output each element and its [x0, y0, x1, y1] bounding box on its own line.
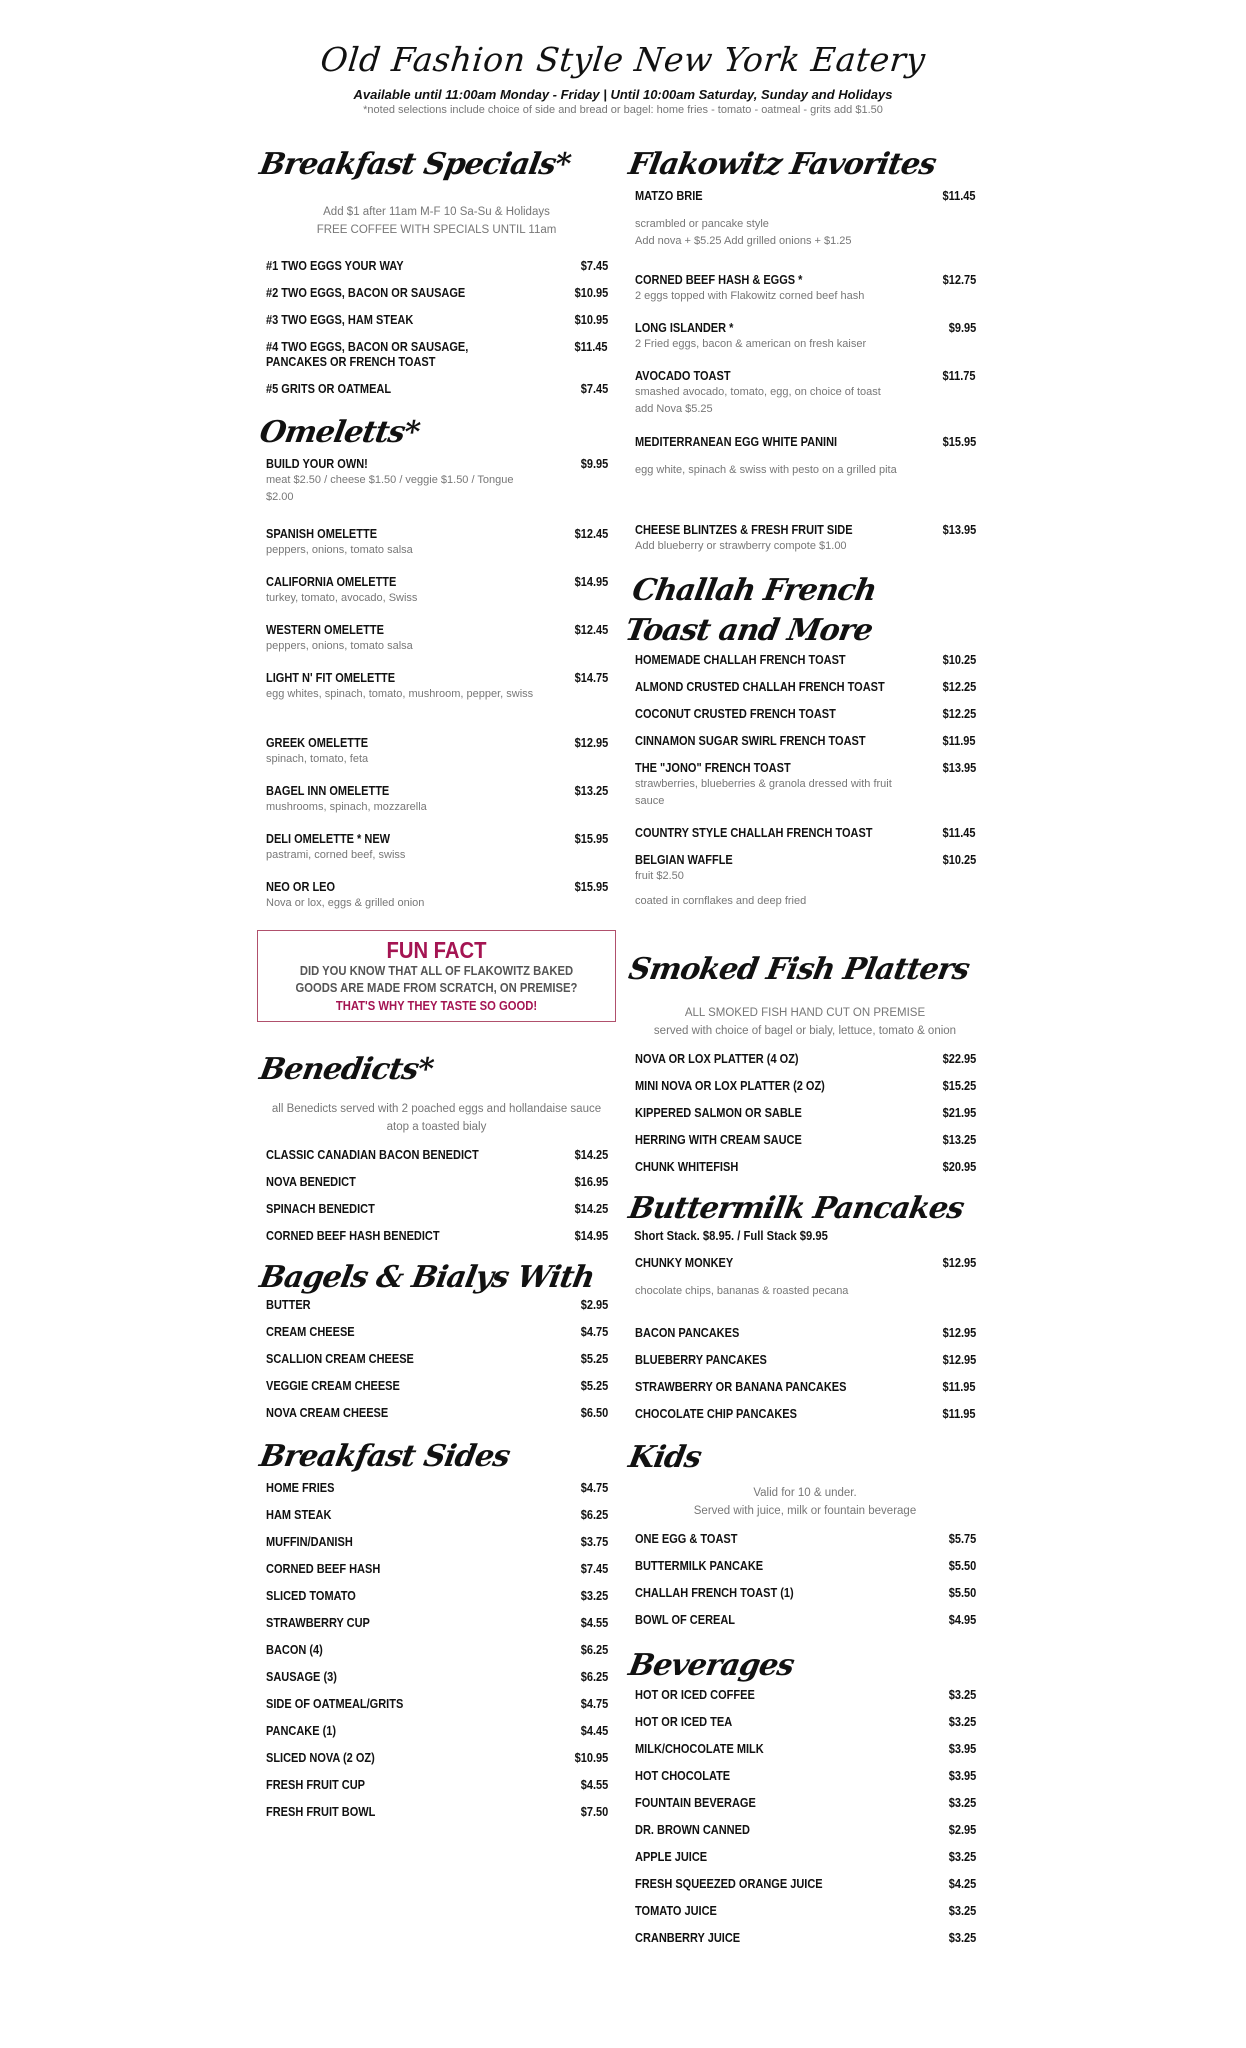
item-description: Nova or lox, eggs & grilled onion	[266, 897, 425, 909]
challah-footnote: coated in cornflakes and deep fried	[635, 895, 807, 907]
item-price: $6.25	[580, 1643, 608, 1657]
item-price: $9.95	[948, 321, 976, 335]
item-name: DELI OMELETTE * NEW	[266, 832, 391, 846]
item-name: THE "JONO" FRENCH TOAST	[635, 761, 791, 775]
item-price: $3.95	[948, 1769, 976, 1783]
item-description: meat $2.50 / cheese $1.50 / veggie $1.50 / Tongue $2.00	[266, 474, 514, 503]
section-note: Served with juice, milk or fountain beverage	[693, 1505, 917, 1517]
item-name: FOUNTAIN BEVERAGE	[635, 1796, 756, 1810]
item-price: $9.95	[580, 457, 608, 471]
item-price: $3.25	[948, 1715, 976, 1729]
section-note: Add $1 after 11am M-F 10 Sa-Su & Holidays	[323, 206, 550, 218]
item-name: APPLE JUICE	[635, 1850, 708, 1864]
menu-item[interactable]	[257, 736, 616, 784]
item-name: CHUNKY MONKEY	[635, 1256, 734, 1270]
item-price: $20.95	[942, 1160, 976, 1174]
section-title-kids: Kids	[626, 1440, 704, 1475]
menu-item[interactable]	[257, 1481, 616, 1508]
item-name: FRESH FRUIT BOWL	[266, 1805, 376, 1819]
item-price: $15.95	[574, 880, 608, 894]
item-name: LONG ISLANDER *	[635, 321, 734, 335]
menu-item[interactable]	[626, 653, 984, 680]
item-price: $3.25	[948, 1904, 976, 1918]
item-name: COUNTRY STYLE CHALLAH FRENCH TOAST	[635, 826, 873, 840]
menu-item[interactable]	[626, 1079, 984, 1106]
item-price: $3.25	[948, 1850, 976, 1864]
item-price: $13.95	[942, 761, 976, 775]
item-price: $11.45	[574, 340, 608, 354]
item-name: CINNAMON SUGAR SWIRL FRENCH TOAST	[635, 734, 866, 748]
item-price: $10.95	[574, 313, 608, 327]
item-price: $13.25	[942, 1133, 976, 1147]
menu-item[interactable]	[626, 321, 984, 369]
item-description: peppers, onions, tomato salsa	[266, 640, 413, 652]
item-price: $6.25	[580, 1508, 608, 1522]
item-price: $11.95	[942, 1407, 976, 1421]
section-title-buttermilk-pancakes: Buttermilk Pancakes	[626, 1191, 967, 1226]
item-price: $4.25	[948, 1877, 976, 1891]
menu-header	[0, 40, 1246, 116]
item-name: KIPPERED SALMON OR SABLE	[635, 1106, 802, 1120]
item-name: CHEESE BLINTZES & FRESH FRUIT SIDE	[635, 523, 853, 537]
item-price: $5.25	[580, 1379, 608, 1393]
item-name: SPANISH OMELETTE	[266, 527, 378, 541]
item-name: VEGGIE CREAM CHEESE	[266, 1379, 400, 1393]
item-name: #2 TWO EGGS, BACON OR SAUSAGE	[266, 286, 466, 300]
item-name: LIGHT N' FIT OMELETTE	[266, 671, 396, 685]
item-price: $15.95	[574, 832, 608, 846]
menu-item[interactable]	[257, 1406, 616, 1433]
item-price: $14.25	[574, 1148, 608, 1162]
item-price: $3.25	[948, 1796, 976, 1810]
menu-item[interactable]	[257, 286, 616, 313]
item-price: $12.45	[574, 527, 608, 541]
item-price: $7.45	[580, 259, 608, 273]
item-name: SIDE OF OATMEAL/GRITS	[266, 1697, 404, 1711]
item-description: smashed avocado, tomato, egg, on choice of toast	[635, 386, 881, 398]
item-name: NOVA BENEDICT	[266, 1175, 356, 1189]
item-description: mushrooms, spinach, mozzarella	[266, 801, 427, 813]
item-price: $16.95	[574, 1175, 608, 1189]
item-description: egg white, spinach & swiss with pesto on a grilled pita	[635, 464, 897, 476]
restaurant-title: Old Fashion Style New York Eatery	[318, 40, 928, 79]
menu-item[interactable]	[626, 1586, 984, 1613]
menu-item[interactable]	[626, 1052, 984, 1079]
menu-item[interactable]	[257, 1724, 616, 1751]
item-name: BAGEL INN OMELETTE	[266, 784, 390, 798]
item-price: $3.95	[948, 1742, 976, 1756]
menu-item[interactable]	[257, 382, 616, 409]
menu-item[interactable]	[257, 1175, 616, 1202]
menu-item[interactable]	[257, 832, 616, 880]
menu-item[interactable]	[257, 1325, 616, 1352]
menu-item[interactable]	[626, 707, 984, 734]
menu-item[interactable]	[257, 575, 616, 623]
item-price: $4.75	[580, 1325, 608, 1339]
menu-item[interactable]	[257, 1148, 616, 1175]
item-price: $12.95	[942, 1326, 976, 1340]
menu-item[interactable]	[257, 1616, 616, 1643]
item-description: spinach, tomato, feta	[266, 753, 369, 765]
section-note: FREE COFFEE WITH SPECIALS UNTIL 11am	[316, 224, 557, 236]
item-name: CHOCOLATE CHIP PANCAKES	[635, 1407, 797, 1421]
item-name: COCONUT CRUSTED FRENCH TOAST	[635, 707, 836, 721]
item-description: turkey, tomato, avocado, Swiss	[266, 592, 418, 604]
item-description: strawberries, blueberries & granola dressed with fruit sauce	[635, 778, 892, 807]
menu-item[interactable]	[626, 1133, 984, 1160]
item-price: $5.25	[580, 1352, 608, 1366]
item-name: HOT CHOCOLATE	[635, 1769, 731, 1783]
selections-note: *noted selections include choice of side and bread or bagel: home fries - tomato - oatmeal - grits add $1.50	[363, 104, 883, 116]
section-note: Valid for 10 & under.	[753, 1487, 857, 1499]
section-title-bagels: Bagels & Bialys With	[257, 1260, 597, 1295]
item-price: $4.55	[580, 1616, 608, 1630]
item-price: $4.75	[580, 1697, 608, 1711]
menu-item[interactable]	[626, 1742, 984, 1769]
menu-item[interactable]	[257, 1379, 616, 1406]
item-price: $11.45	[942, 826, 976, 840]
menu-item[interactable]	[257, 880, 616, 930]
menu-item[interactable]	[626, 523, 984, 569]
menu-item[interactable]	[626, 1532, 984, 1559]
item-name: MATZO BRIE	[635, 189, 703, 203]
item-name: BLUEBERRY PANCAKES	[635, 1353, 767, 1367]
menu-item[interactable]	[257, 784, 616, 832]
menu-item[interactable]	[626, 680, 984, 707]
item-name: MUFFIN/DANISH	[266, 1535, 353, 1549]
item-name: CHUNK WHITEFISH	[635, 1160, 739, 1174]
menu-item[interactable]	[257, 1751, 616, 1778]
section-note: atop a toasted bialy	[386, 1121, 487, 1133]
item-description: egg whites, spinach, tomato, mushroom, pepper, swiss	[266, 688, 534, 700]
item-description: 2 Fried eggs, bacon & american on fresh kaiser	[635, 338, 867, 350]
item-name: STRAWBERRY CUP	[266, 1616, 370, 1630]
item-description: fruit $2.50	[635, 870, 684, 882]
item-price: $11.95	[942, 1380, 976, 1394]
item-price: $14.25	[574, 1202, 608, 1216]
item-price: $6.25	[580, 1670, 608, 1684]
menu-item[interactable]	[257, 1670, 616, 1697]
menu-item[interactable]	[626, 1106, 984, 1133]
item-price: $11.75	[942, 369, 976, 383]
menu-item[interactable]	[626, 369, 984, 435]
item-description: Add nova + $5.25 Add grilled onions + $1.25	[635, 235, 852, 247]
menu-item[interactable]	[626, 1796, 984, 1823]
section-note: all Benedicts served with 2 poached eggs and hollandaise sauce	[271, 1103, 602, 1115]
item-name: NOVA CREAM CHEESE	[266, 1406, 389, 1420]
item-price: $14.75	[574, 671, 608, 685]
item-name: CORNED BEEF HASH	[266, 1562, 381, 1576]
menu-item[interactable]	[257, 457, 616, 527]
item-price: $10.95	[574, 1751, 608, 1765]
right-column	[622, 145, 984, 1951]
menu-item[interactable]	[257, 1298, 616, 1325]
item-price: $6.50	[580, 1406, 608, 1420]
menu-item[interactable]	[626, 1353, 984, 1380]
menu-item[interactable]	[626, 1326, 984, 1353]
item-price: $15.25	[942, 1079, 976, 1093]
menu-item[interactable]	[626, 1715, 984, 1742]
item-name: CORNED BEEF HASH BENEDICT	[266, 1229, 440, 1243]
menu-item[interactable]	[626, 1769, 984, 1796]
menu-item[interactable]	[626, 1407, 984, 1434]
menu-item[interactable]	[626, 1613, 984, 1640]
menu-item[interactable]	[626, 1688, 984, 1715]
item-price: $3.25	[948, 1931, 976, 1945]
item-price: $4.55	[580, 1778, 608, 1792]
item-name: DR. BROWN CANNED	[635, 1823, 750, 1837]
item-name: SLICED NOVA (2 OZ)	[266, 1751, 375, 1765]
item-name: CHALLAH FRENCH TOAST (1)	[635, 1586, 794, 1600]
item-name: CORNED BEEF HASH & EGGS *	[635, 273, 803, 287]
menu-item[interactable]	[626, 1823, 984, 1850]
menu-item[interactable]	[257, 1352, 616, 1379]
fun-fact-box	[257, 930, 616, 1022]
menu-item[interactable]	[257, 1778, 616, 1805]
menu-item[interactable]	[257, 1697, 616, 1724]
item-name: SCALLION CREAM CHEESE	[266, 1352, 414, 1366]
item-name: HOMEMADE CHALLAH FRENCH TOAST	[635, 653, 846, 667]
item-price: $21.95	[942, 1106, 976, 1120]
item-name: #5 GRITS OR OATMEAL	[266, 382, 392, 396]
item-price: $2.95	[948, 1823, 976, 1837]
item-price: $5.50	[948, 1559, 976, 1573]
section-title-challah-french-toast: Challah French Toast and More	[622, 573, 879, 648]
fun-fact-title: FUN FACT	[386, 937, 487, 963]
item-price: $12.95	[942, 1353, 976, 1367]
item-price: $12.25	[942, 680, 976, 694]
item-name: HERRING WITH CREAM SAUCE	[635, 1133, 802, 1147]
pancake-stack-prices: Short Stack. $8.95. / Full Stack $9.95	[634, 1229, 828, 1243]
item-price: $4.95	[948, 1613, 976, 1627]
section-title-breakfast-sides: Breakfast Sides	[257, 1439, 513, 1474]
item-name: MEDITERRANEAN EGG WHITE PANINI	[635, 435, 838, 449]
menu-item[interactable]	[626, 1559, 984, 1586]
item-name: #1 TWO EGGS YOUR WAY	[266, 259, 404, 273]
section-title-flakowitz-favorites: Flakowitz Favorites	[626, 147, 939, 182]
item-name: CREAM CHEESE	[266, 1325, 355, 1339]
menu-item[interactable]	[626, 761, 984, 826]
item-price: $12.95	[574, 736, 608, 750]
item-name: BUILD YOUR OWN!	[266, 457, 368, 471]
item-description: pastrami, corned beef, swiss	[266, 849, 406, 861]
menu-item[interactable]	[626, 1160, 984, 1187]
menu-item[interactable]	[257, 1805, 616, 1832]
menu-item[interactable]	[257, 1643, 616, 1670]
item-price: $10.95	[574, 286, 608, 300]
item-name: SPINACH BENEDICT	[266, 1202, 375, 1216]
menu-item[interactable]	[257, 1589, 616, 1616]
item-name: TOMATO JUICE	[635, 1904, 717, 1918]
item-price: $12.75	[942, 273, 976, 287]
fun-fact-body: DID YOU KNOW THAT ALL OF FLAKOWITZ BAKED GOODS ARE MADE FROM SCRATCH, ON PREMISE?	[295, 964, 578, 995]
item-name: CRANBERRY JUICE	[635, 1931, 741, 1945]
item-name: BACON PANCAKES	[635, 1326, 740, 1340]
menu-item[interactable]	[257, 1508, 616, 1535]
item-price: $13.95	[942, 523, 976, 537]
item-name: NOVA OR LOX PLATTER (4 OZ)	[635, 1052, 799, 1066]
item-name: NEO OR LEO	[266, 880, 336, 894]
item-description: add Nova $5.25	[635, 403, 713, 415]
left-column	[257, 145, 616, 1832]
menu-item[interactable]	[626, 1904, 984, 1931]
item-price: $3.75	[580, 1535, 608, 1549]
item-name: FRESH SQUEEZED ORANGE JUICE	[635, 1877, 823, 1891]
item-price: $7.45	[580, 1562, 608, 1576]
section-note: served with choice of bagel or bialy, lettuce, tomato & onion	[653, 1025, 957, 1037]
menu-item[interactable]	[626, 734, 984, 761]
item-name: FRESH FRUIT CUP	[266, 1778, 365, 1792]
item-name: #4 TWO EGGS, BACON OR SAUSAGE, PANCAKES OR FRENCH TOAST	[266, 340, 469, 369]
menu-item[interactable]	[257, 340, 616, 382]
item-name: BUTTERMILK PANCAKE	[635, 1559, 764, 1573]
item-name: WESTERN OMELETTE	[266, 623, 384, 637]
item-price: $22.95	[942, 1052, 976, 1066]
item-name: ALMOND CRUSTED CHALLAH FRENCH TOAST	[635, 680, 885, 694]
menu-item[interactable]	[626, 1877, 984, 1904]
item-price: $3.25	[948, 1688, 976, 1702]
section-title-omeletts: Omeletts*	[257, 415, 422, 450]
section-title-breakfast-specials: Breakfast Specials*	[257, 147, 574, 182]
item-name: BACON (4)	[266, 1643, 323, 1657]
item-price: $10.25	[942, 853, 976, 867]
menu-item[interactable]	[626, 826, 984, 853]
item-price: $12.25	[942, 707, 976, 721]
item-name: HOT OR ICED COFFEE	[635, 1688, 755, 1702]
fun-fact-tagline: THAT'S WHY THEY TASTE SO GOOD!	[335, 999, 538, 1013]
item-name: BUTTER	[266, 1298, 311, 1312]
item-name: ONE EGG & TOAST	[635, 1532, 738, 1546]
availability-note: Available until 11:00am Monday - Friday | Until 10:00am Saturday, Sunday and Holidays	[353, 87, 893, 102]
item-name: SAUSAGE (3)	[266, 1670, 337, 1684]
item-price: $12.45	[574, 623, 608, 637]
item-price: $11.45	[942, 189, 976, 203]
item-name: SLICED TOMATO	[266, 1589, 356, 1603]
item-price: $14.95	[574, 575, 608, 589]
item-price: $14.95	[574, 1229, 608, 1243]
item-price: $15.95	[942, 435, 976, 449]
menu-item[interactable]	[257, 1562, 616, 1589]
item-price: $2.95	[580, 1298, 608, 1312]
item-name: MINI NOVA OR LOX PLATTER (2 OZ)	[635, 1079, 825, 1093]
item-name: HOT OR ICED TEA	[635, 1715, 733, 1729]
item-price: $3.25	[580, 1589, 608, 1603]
item-name: PANCAKE (1)	[266, 1724, 337, 1738]
item-name: #3 TWO EGGS, HAM STEAK	[266, 313, 414, 327]
item-name: CLASSIC CANADIAN BACON BENEDICT	[266, 1148, 479, 1162]
menu-item[interactable]	[257, 623, 616, 671]
item-price: $5.75	[948, 1532, 976, 1546]
menu-item[interactable]	[626, 853, 984, 893]
menu-item[interactable]	[626, 185, 984, 273]
menu-item[interactable]	[257, 259, 616, 286]
item-description: scrambled or pancake style	[635, 218, 769, 230]
menu-item[interactable]	[257, 313, 616, 340]
item-name: CALIFORNIA OMELETTE	[266, 575, 397, 589]
item-name: HOME FRIES	[266, 1481, 335, 1495]
item-name: BOWL OF CEREAL	[635, 1613, 736, 1627]
menu-item[interactable]	[257, 1202, 616, 1229]
item-description: Add blueberry or strawberry compote $1.00	[635, 540, 847, 552]
item-name: GREEK OMELETTE	[266, 736, 369, 750]
item-price: $4.75	[580, 1481, 608, 1495]
menu-item[interactable]	[626, 1850, 984, 1877]
item-price: $10.25	[942, 653, 976, 667]
item-name: AVOCADO TOAST	[635, 369, 731, 383]
item-description: 2 eggs topped with Flakowitz corned beef hash	[635, 290, 865, 302]
menu-item[interactable]	[257, 527, 616, 575]
section-title-benedicts: Benedicts*	[257, 1052, 436, 1087]
item-name: STRAWBERRY OR BANANA PANCAKES	[635, 1380, 847, 1394]
menu-item[interactable]	[626, 1256, 984, 1326]
item-description: peppers, onions, tomato salsa	[266, 544, 413, 556]
item-description: chocolate chips, bananas & roasted pecana	[635, 1285, 849, 1297]
item-price: $7.45	[580, 382, 608, 396]
section-title-beverages: Beverages	[626, 1648, 797, 1683]
item-name: HAM STEAK	[266, 1508, 332, 1522]
menu-item[interactable]	[257, 671, 616, 736]
item-name: BELGIAN WAFFLE	[635, 853, 733, 867]
item-price: $13.25	[574, 784, 608, 798]
menu-item[interactable]	[257, 1535, 616, 1562]
item-price: $11.95	[942, 734, 976, 748]
menu-item[interactable]	[257, 1229, 616, 1256]
menu-item[interactable]	[626, 1931, 984, 1951]
menu-item[interactable]	[626, 273, 984, 321]
item-price: $12.95	[942, 1256, 976, 1270]
menu-item[interactable]	[626, 435, 984, 523]
item-price: $4.45	[580, 1724, 608, 1738]
item-price: $7.50	[580, 1805, 608, 1819]
section-title-smoked-fish: Smoked Fish Platters	[626, 952, 972, 987]
section-note: ALL SMOKED FISH HAND CUT ON PREMISE	[684, 1007, 926, 1019]
menu-item[interactable]	[626, 1380, 984, 1407]
item-name: MILK/CHOCOLATE MILK	[635, 1742, 764, 1756]
item-price: $5.50	[948, 1586, 976, 1600]
